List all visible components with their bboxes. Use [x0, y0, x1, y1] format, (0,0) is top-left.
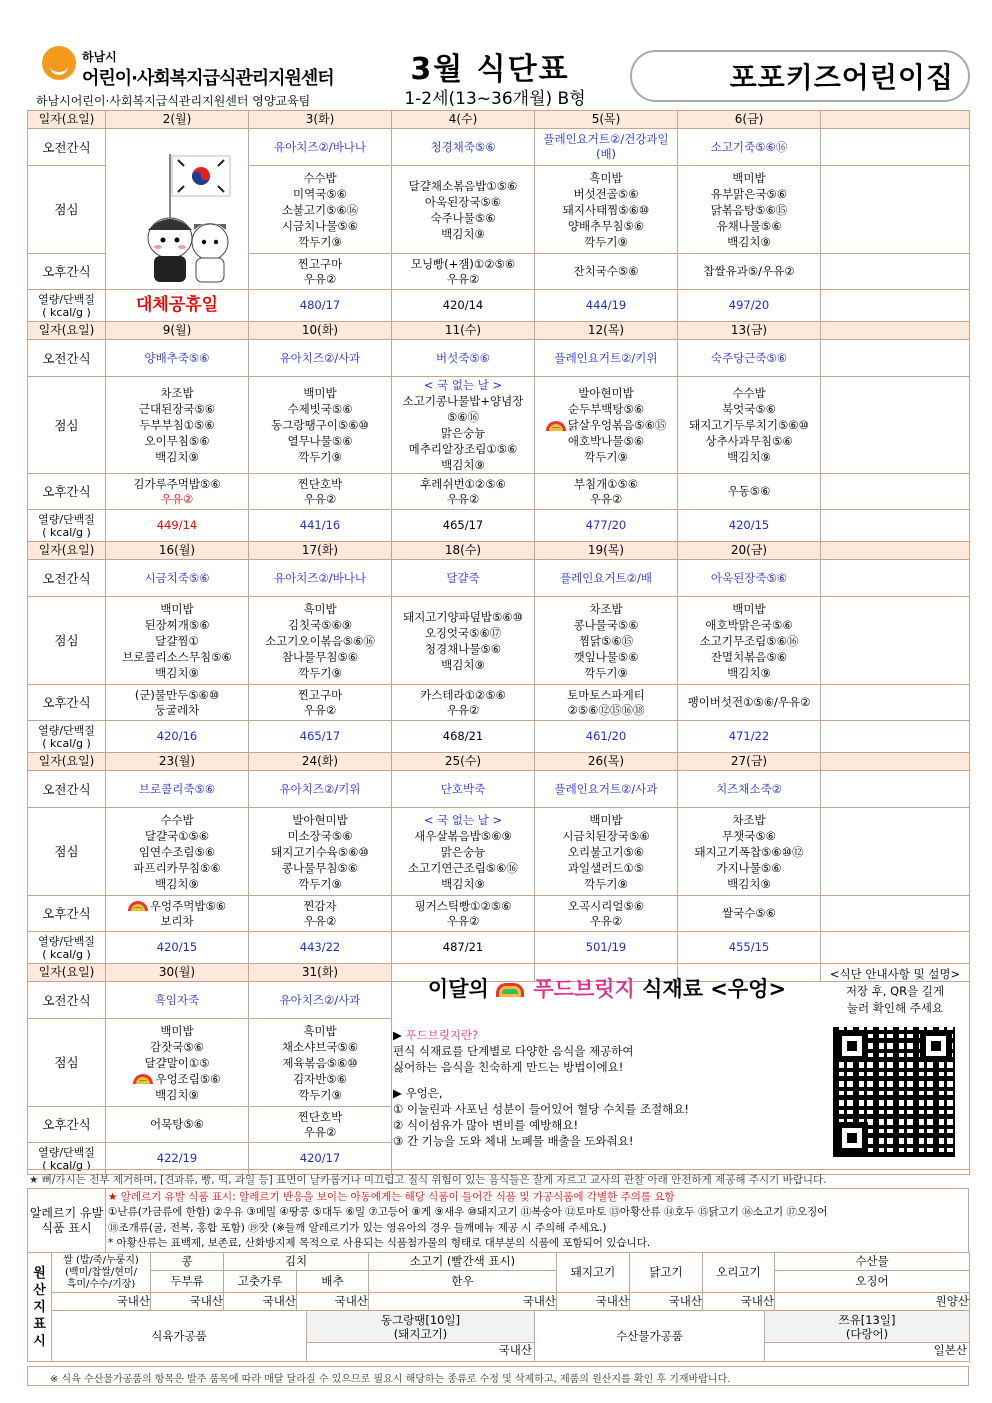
pm-cell: 찐단호박 우유②: [249, 474, 392, 510]
am-cell: 청경채죽⑤⑥: [392, 129, 535, 166]
food-bridge-p2: ② 식이섬유가 많아 변비를 예방해요!: [393, 1118, 579, 1132]
origin-soup-value: 일본산: [933, 1343, 967, 1357]
am-cell: 달걀죽: [392, 560, 535, 597]
lunch-cell: [392, 377, 535, 474]
row-label: 일자(요일): [28, 964, 106, 982]
am-cell: 플레인요거트②/건강과일(배): [535, 129, 678, 166]
day-header: 26(목): [535, 753, 678, 771]
team-label: 하남시어린이·사회복지급식관리지원센터 영양교육팀: [36, 94, 311, 108]
row-label: 점심: [28, 1019, 106, 1107]
energy-cell: 422/19: [106, 1143, 249, 1175]
rainbow-icon: [128, 901, 148, 911]
lunch-cell: 흑미밥 버섯전골⑤⑥ 돼지사태찜⑤⑥⑩ 양배추무침⑤⑥ 깍두기⑨: [535, 166, 678, 254]
menu-line: < 국 없는 날 >: [423, 812, 503, 827]
energy-cell: 444/19: [535, 290, 678, 322]
origin-value: 국내산: [297, 1293, 369, 1311]
day-header: 31(화): [249, 964, 392, 982]
am-cell: [821, 771, 970, 808]
row-label: 오후간식: [28, 685, 106, 721]
energy-cell: 420/14: [392, 290, 535, 322]
energy-cell: [821, 721, 970, 753]
org-small: 하남시: [82, 50, 117, 64]
origin-soup: 쯔유[13일] (다랑어): [765, 1311, 969, 1343]
pm-cell: [106, 474, 249, 510]
menu-line: 백김치⑨: [155, 1087, 199, 1102]
allergy-label: 알레르기 유발 식품 표시: [28, 1189, 106, 1253]
pm-cell: 핑거스틱빵①②⑤⑥ 우유②: [392, 896, 535, 932]
am-cell: 유아치즈②/사과: [249, 982, 392, 1019]
energy-cell: 420/15: [678, 510, 821, 542]
pm-cell: [821, 685, 970, 721]
lunch-cell: 수수밥 북엇국⑤⑥ 돼지고기두루치기⑤⑥⑩ 상추사과무침⑤⑥ 백김치⑨: [678, 377, 821, 474]
origin-pork: 돼지고기: [557, 1253, 630, 1293]
menu-line: 보리차: [160, 913, 194, 928]
pm-cell: 잔치국수⑤⑥: [535, 254, 678, 290]
energy-cell: [821, 510, 970, 542]
am-cell: 브로콜리죽⑤⑥: [106, 771, 249, 808]
energy-cell: 487/21: [392, 932, 535, 964]
day-header: [821, 111, 970, 129]
origin-duck: 오리고기: [703, 1253, 775, 1293]
footnote: ※ 식육 수산물가공품의 항목은 발주 품목에 따라 매달 달라질 수 있으므로 필요시 해당하는 종류로 수정 및 삭제하고, 제품의 원산지를 확인 후 기재바랍니다.: [27, 1366, 969, 1386]
rainbow-icon: [496, 983, 524, 997]
origin-value: 원양산: [775, 1293, 970, 1311]
energy-cell: 471/22: [678, 721, 821, 753]
row-label: 일자(요일): [28, 322, 106, 340]
day-header: 24(화): [249, 753, 392, 771]
menu-line: 메추리알장조림①⑤⑥: [408, 442, 518, 456]
food-bridge-title: [392, 966, 822, 1018]
row-label: 오전간식: [28, 560, 106, 597]
am-cell: 플레인요거트②/키위: [535, 340, 678, 377]
am-cell: 유아치즈②/바나나: [249, 129, 392, 166]
energy-cell: 441/16: [249, 510, 392, 542]
origin-bean: 콩: [151, 1253, 224, 1271]
pm-cell: [821, 896, 970, 932]
lunch-cell: 달걀채소볶음밥①⑤⑥ 아욱된장국⑤⑥ 숙주나물⑤⑥ 백김치⑨: [392, 166, 535, 254]
origin-value: 국내산: [557, 1293, 630, 1311]
row-label: 열량/단백질 ( kcal/g ): [28, 721, 106, 753]
energy-cell: 443/22: [249, 932, 392, 964]
pm-cell: 찹쌀유과⑤/우유②: [678, 254, 821, 290]
origin-value: 국내산: [151, 1293, 224, 1311]
origin-value: 국내산: [630, 1293, 703, 1311]
day-header: 25(수): [392, 753, 535, 771]
origin-value: 국내산: [52, 1293, 151, 1311]
pm-cell: 모닝빵(+잼)①②⑤⑥ 우유②: [392, 254, 535, 290]
page-subtitle: 1-2세(13~36개월) B형: [404, 89, 586, 109]
lunch-cell: [821, 597, 970, 685]
row-label: 오전간식: [28, 982, 106, 1019]
food-bridge-text: ▶ 푸드브릿지란? 편식 식재료를 단계별로 다양한 음식을 제공하여 싫어하는 음식을 친숙하게 만드는 방법이에요! ▶ 우엉은, ① 이눌린과 사포닌 성분이 들어있어 혈당 수치를 조절해요! ② 식이섬유가 많아 변비를 예방해요! ③ 간 기능을 도와 체내 노폐물 배출을 도와줘요!: [393, 1027, 823, 1149]
row-label: 열량/단백질 ( kcal/g ): [28, 290, 106, 322]
origin-tofu: 두부류: [151, 1271, 224, 1293]
day-header: 10(화): [249, 322, 392, 340]
pm-cell: 우동⑤⑥: [678, 474, 821, 510]
menu-line: 소고기콩나물밥+양념장⑤⑥⑯: [402, 394, 524, 424]
menu-line: 달걀말이①⑤: [144, 1055, 210, 1070]
lunch-cell: 수수밥 달걀국①⑤⑥ 임연수조림⑤⑥ 파프리카무침⑤⑥ 백김치⑨: [106, 808, 249, 896]
row-label: 점심: [28, 166, 106, 254]
menu-line: 백미밥: [160, 1023, 194, 1038]
am-cell: 소고기죽⑤⑥⑯: [678, 129, 821, 166]
origin-beef: 소고기 (빨간색 표시): [369, 1253, 557, 1271]
mascot-flag-icon: [140, 150, 236, 290]
pm-cell: 팽이버섯전①⑤⑥/우유②: [678, 685, 821, 721]
row-label: 오후간식: [28, 474, 106, 510]
lunch-cell: 백미밥 된장찌개⑤⑥ 달걀찜① 브로콜리소스무침⑤⑥ 백김치⑨: [106, 597, 249, 685]
pm-cell: 카스테라①②⑤⑥ 우유②: [392, 685, 535, 721]
allergy-l3: ⑱조개류(굴, 전복, 홍합 포함) ⑲잣 (※들깨 알레르기가 있는 영유아의 경우 들깨메뉴 제공 시 주의해 주세요.): [108, 1221, 607, 1234]
row-label: 열량/단백질 ( kcal/g ): [28, 932, 106, 964]
food-bridge-desc2: 싫어하는 음식을 친숙하게 만드는 방법이에요!: [393, 1060, 624, 1074]
am-cell: [821, 560, 970, 597]
row-label: 오전간식: [28, 771, 106, 808]
energy-cell: [821, 290, 970, 322]
lunch-cell: 흑미밥 김칫국⑤⑥⑨ 소고기오이볶음⑤⑥⑯ 참나물무침⑤⑥ 깍두기⑨: [249, 597, 392, 685]
am-cell: 버섯죽⑤⑥: [392, 340, 535, 377]
center-logo-icon: [42, 46, 76, 80]
menu-line: 순두부백탕⑤⑥: [567, 402, 645, 416]
menu-line: 우엉조림⑤⑥: [106, 1071, 248, 1087]
pm-cell: [821, 254, 970, 290]
food-bridge-title-pre: 이달의: [427, 977, 489, 1001]
pm-cell: [106, 896, 249, 932]
row-label: 열량/단백질 ( kcal/g ): [28, 1143, 106, 1175]
menu-line: 감잣국⑤⑥: [150, 1039, 204, 1054]
lunch-cell: 발아현미밥 미소장국⑤⑥ 돼지고기수육⑤⑥⑩ 콩나물무침⑤⑥ 깍두기⑨: [249, 808, 392, 896]
lunch-cell: 수수밥 미역국⑤⑥ 소불고기⑤⑥⑯ 시금치나물⑤⑥ 깍두기⑨: [249, 166, 392, 254]
energy-cell: 420/15: [106, 932, 249, 964]
lunch-cell: [821, 166, 970, 254]
qr-note: <식단 안내사항 및 설명> 저장 후, QR을 길게 눌러 확인해 주세요: [829, 967, 961, 1015]
am-cell: 양배추죽⑤⑥: [106, 340, 249, 377]
am-cell: 시금치죽⑤⑥: [106, 560, 249, 597]
energy-cell: 480/17: [249, 290, 392, 322]
am-cell: 유아치즈②/바나나: [249, 560, 392, 597]
origin-squid: 오징어: [775, 1271, 970, 1293]
origin-table: [27, 1252, 970, 1362]
day-header: 30(월): [106, 964, 249, 982]
pm-cell: 토마토스파게티 ②⑤⑥⑫⑮⑯⑱: [535, 685, 678, 721]
origin-cabbage: 배추: [297, 1271, 369, 1293]
energy-cell: 461/20: [535, 721, 678, 753]
row-label: 일자(요일): [28, 542, 106, 560]
page-title: 3월 식단표: [410, 52, 570, 87]
energy-cell: 대체공휴일: [106, 290, 249, 322]
row-label: 열량/단백질 ( kcal/g ): [28, 510, 106, 542]
pm-cell: 어묵탕⑤⑥: [106, 1107, 249, 1143]
row-label: 점심: [28, 597, 106, 685]
origin-value: 국내산: [369, 1293, 557, 1311]
menu-line: 우엉주먹밥⑤⑥: [106, 899, 248, 914]
origin-rice: 쌀 (밥/죽/누룽지) (백미/찹쌀/현미/ 흑미/수수/기장): [52, 1253, 151, 1293]
menu-line: 백김치⑨: [441, 458, 485, 472]
energy-cell: 449/14: [106, 510, 249, 542]
day-header: 18(수): [392, 542, 535, 560]
origin-kimchi: 김치: [224, 1253, 369, 1271]
am-cell: 치즈채소죽②: [678, 771, 821, 808]
origin-sea-processed: 수산물가공품: [535, 1311, 765, 1361]
food-bridge-title-post: 식재료 <우엉>: [642, 977, 787, 1001]
am-cell: 흑임자죽: [106, 982, 249, 1019]
energy-cell: 420/16: [106, 721, 249, 753]
origin-label: 원 산 지 표 시: [28, 1253, 52, 1362]
row-label: 일자(요일): [28, 111, 106, 129]
day-header: 3(화): [249, 111, 392, 129]
origin-chicken: 닭고기: [630, 1253, 703, 1293]
day-header: 19(목): [535, 542, 678, 560]
menu-line: 맑은숭늉: [440, 844, 486, 859]
am-cell: 아욱된장죽⑤⑥: [678, 560, 821, 597]
origin-chili: 고춧가루: [224, 1271, 297, 1293]
row-label: 오후간식: [28, 896, 106, 932]
day-header: 13(금): [678, 322, 821, 340]
am-cell: 유아치즈②/키위: [249, 771, 392, 808]
pm-cell: 찐고구마 우유②: [249, 685, 392, 721]
allergy-l2: ①난류(가금류에 한함) ②우유 ③메밀 ④땅콩 ⑤대두 ⑥밀 ⑦고등어 ⑧게 ⑨새우 ⑩돼지고기 ⑪복숭아 ⑫토마토 ⑬아황산류 ⑭호두 ⑮닭고기 ⑯소고기 ⑰오징어: [108, 1206, 828, 1218]
day-header: 23(월): [106, 753, 249, 771]
day-header: 5(목): [535, 111, 678, 129]
rainbow-icon: [546, 421, 566, 431]
lunch-cell: [106, 1019, 249, 1107]
origin-hanwoo: 한우: [369, 1271, 557, 1293]
menu-line: 백김치⑨: [441, 876, 485, 891]
lunch-cell: [821, 808, 970, 896]
energy-cell: 497/20: [678, 290, 821, 322]
am-cell: [821, 129, 970, 166]
menu-line: 깍두기⑨: [584, 450, 628, 464]
energy-cell: 501/19: [535, 932, 678, 964]
day-header: 11(수): [392, 322, 535, 340]
safety-notice: ★ 뼈/가시는 전부 제거하며, [견과류, 빵, 떡, 과일 등] 표면이 날카롭거나 미끄럽고 질식 위험이 있는 음식들은 잘게 자르고 교사의 관찰 아래 안전하게 제공해 주시기 바랍니다.: [27, 1169, 969, 1189]
lunch-cell: 백미밥 시금치된장국⑤⑥ 오리불고기⑤⑥ 과일샐러드①⑤ 깍두기⑨: [535, 808, 678, 896]
menu-line: < 국 없는 날 >: [423, 378, 503, 392]
origin-value: 국내산: [224, 1293, 297, 1311]
day-header: [821, 542, 970, 560]
origin-patty-value: 국내산: [498, 1343, 532, 1357]
day-header: 20(금): [678, 542, 821, 560]
row-label: 오전간식: [28, 340, 106, 377]
pm-cell: (군)물만두⑤⑥⑩ 둥굴레차: [106, 685, 249, 721]
pm-cell: 찐단호박 우유②: [249, 1107, 392, 1143]
row-label: 오전간식: [28, 129, 106, 166]
allergy-l4: * 아황산류는 표백제, 보존료, 산화방지제 목적으로 사용되는 식품첨가물의 형태로 대부분의 식품에 포함되어 있습니다.: [108, 1237, 651, 1249]
lunch-cell: 돼지고기양파덮밥⑤⑥⑩ 오징엇국⑤⑥⑰ 청경채나물⑤⑥ 백김치⑨: [392, 597, 535, 685]
lunch-cell: 백미밥 애호박맑은국⑤⑥ 소고기무조림⑤⑥⑯ 잔멸치볶음⑤⑥ 백김치⑨: [678, 597, 821, 685]
day-header: 17(화): [249, 542, 392, 560]
daycare-name: 포포키즈어린이집: [630, 50, 970, 102]
food-bridge-p3: ③ 간 기능을 도와 체내 노폐물 배출을 도와줘요!: [393, 1134, 634, 1148]
am-cell: 플레인요거트②/사과: [535, 771, 678, 808]
food-bridge-p1: ① 이눌린과 사포닌 성분이 들어있어 혈당 수치를 조절해요!: [393, 1102, 690, 1116]
menu-line: 맑은숭늉: [440, 426, 486, 440]
menu-line: 김가루주먹밥⑤⑥: [133, 476, 221, 491]
lunch-cell: 차조밥 콩나물국⑤⑥ 찜닭⑤⑥⑮ 깻잎나물⑤⑥ 깍두기⑨: [535, 597, 678, 685]
org-main: 어린이·사회복지급식관리지원센터: [82, 68, 334, 89]
lunch-cell: [392, 808, 535, 896]
energy-cell: 468/21: [392, 721, 535, 753]
food-bridge-brand: 푸드브릿지: [533, 977, 635, 1001]
am-cell: 유아치즈②/사과: [249, 340, 392, 377]
am-cell: 숙주당근죽⑤⑥: [678, 340, 821, 377]
lunch-cell: 차조밥 근대된장국⑤⑥ 두부부침①⑤⑥ 오이무침⑤⑥ 백김치⑨: [106, 377, 249, 474]
menu-line: 소고기연근조림⑤⑥⑯: [408, 860, 518, 875]
origin-value: 국내산: [703, 1293, 775, 1311]
menu-line: 새우살볶음밥⑤⑥⑨: [414, 828, 512, 843]
energy-cell: 465/17: [249, 721, 392, 753]
day-header: [821, 753, 970, 771]
energy-cell: 455/15: [678, 932, 821, 964]
day-header: 4(수): [392, 111, 535, 129]
am-cell: 플레인요거트②/배: [535, 560, 678, 597]
row-label: 점심: [28, 377, 106, 474]
day-header: 27(금): [678, 753, 821, 771]
origin-sea: 수산물: [775, 1253, 970, 1271]
pm-cell: 오곡시리얼⑤⑥ 우유②: [535, 896, 678, 932]
day-header: 9(월): [106, 322, 249, 340]
origin-patty: 동그랑땡[10일] (돼지고기): [307, 1311, 534, 1343]
menu-line: 우유②: [160, 491, 194, 506]
row-label: 일자(요일): [28, 753, 106, 771]
menu-line: 발아현미밥: [578, 386, 634, 400]
food-bridge-desc1: 편식 식재료를 단계별로 다양한 음식을 제공하여: [393, 1044, 634, 1058]
food-bridge-item: 우엉은,: [405, 1086, 443, 1100]
pm-cell: 쌀국수⑤⑥: [678, 896, 821, 932]
energy-cell: [821, 932, 970, 964]
row-label: 점심: [28, 808, 106, 896]
lunch-cell: 흑미밥 채소샤브국⑤⑥ 제육볶음⑤⑥⑩ 김자반⑤⑥ 깍두기⑨: [249, 1019, 392, 1107]
pm-cell: 찐고구마 우유②: [249, 254, 392, 290]
menu-line: 닭살우엉볶음⑤⑥⑮: [535, 417, 677, 433]
lunch-cell: [821, 377, 970, 474]
energy-cell: 420/17: [249, 1143, 392, 1175]
am-cell: [821, 340, 970, 377]
header: [0, 0, 992, 110]
lunch-cell: 백미밥 수제빗국⑤⑥ 동그랑땡구이⑤⑥⑩ 열무나물⑤⑥ 깍두기⑨: [249, 377, 392, 474]
day-header: 12(목): [535, 322, 678, 340]
allergy-table: [27, 1188, 969, 1253]
qr-code[interactable]: [833, 1027, 955, 1157]
food-bridge-q: 푸드브릿지란?: [405, 1028, 479, 1042]
menu-line: 애호박나물⑤⑥: [567, 434, 645, 448]
row-label: 오후간식: [28, 254, 106, 290]
am-cell: 단호박죽: [392, 771, 535, 808]
allergy-l1: ★ 알레르기 유발 식품 표시: 알레르기 반응을 보이는 아동에게는 해당 식품이 들어간 식품 및 가공식품에 각별한 주의를 요함: [108, 1190, 675, 1203]
rainbow-icon: [133, 1074, 153, 1084]
day-header: 6(금): [678, 111, 821, 129]
day-header: 16(월): [106, 542, 249, 560]
pm-cell: 찐감자 우유②: [249, 896, 392, 932]
day-header: 2(월): [106, 111, 249, 129]
lunch-cell: [535, 377, 678, 474]
pm-cell: [821, 474, 970, 510]
pm-cell: 후레쉬번①②⑤⑥ 우유②: [392, 474, 535, 510]
day-header: [821, 322, 970, 340]
row-label: 오후간식: [28, 1107, 106, 1143]
energy-cell: 465/17: [392, 510, 535, 542]
origin-processed: 식육가공품: [52, 1311, 307, 1361]
energy-cell: 477/20: [535, 510, 678, 542]
pm-cell: 부침개①⑤⑥ 우유②: [535, 474, 678, 510]
lunch-cell: 차조밥 무챗국⑤⑥ 돼지고기폭찹⑤⑥⑩⑫ 가지나물⑤⑥ 백김치⑨: [678, 808, 821, 896]
lunch-cell: 백미밥 유부맑은국⑤⑥ 닭볶음탕⑤⑥⑮ 유채나물⑤⑥ 백김치⑨: [678, 166, 821, 254]
